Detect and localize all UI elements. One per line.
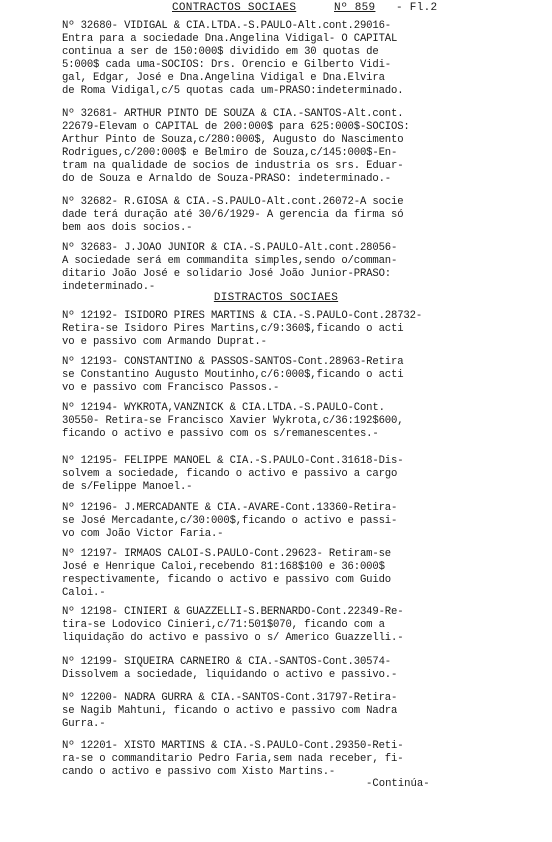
distracto-entry-12197 [62, 548, 450, 600]
distracto-entry-12198 [62, 606, 450, 645]
entry-line: Nº 32683- J.JOÃO JUNIOR & CIA.-S.PAULO-Alt.cont.28056- [62, 242, 398, 254]
entry-line: Nº 12196- J.MERCADANTE & CIA.-AVARÉ-Cont.13360-Retira- [62, 502, 398, 514]
entry-line: Dissolvem a sociedade, liquidando o activo e passivo.- [62, 669, 398, 681]
entry-line: Arthur Pinto de Souza,c/280:000$, Augusto do Nascimento [62, 134, 404, 146]
contract-entry-32682 [62, 196, 450, 235]
entry-line: Nº 12195- FELIPPE MANOEL & CIA.-S.PAULO-Cont.31618-Dis- [62, 455, 404, 467]
entry-line: Nº 12199- SIQUEIRA CARNEIRO & CIA.-SANTOS-Cont.30574- [62, 656, 391, 668]
entry-line: dade terá duração até 30/6/1929- A gerencia da firma só [62, 209, 404, 221]
entry-line: se Nagib Mahtuni, ficando o activo e passivo com Nadra [62, 705, 398, 717]
entry-line: Nº 12192- ISIDORO PIRES MARTINS & CIA.-S.PAULO-Cont.28732- [62, 310, 423, 322]
entry-line: José e Henrique Caloi,recebendo 81:168$100 e 36:000$ [62, 561, 385, 573]
distractos-section-title: DISTRACTOS SOCIAES [213, 292, 339, 304]
entry-line: se José Mercadante,c/30:000$,ficando o activo e passi- [62, 515, 398, 527]
entry-line: ra-se o commanditario Pedro Faria,sem nada receber, fi- [62, 753, 404, 765]
entry-line: indeterminado.- [62, 281, 156, 293]
contract-entry-32680 [62, 20, 450, 98]
entry-line: respectivamente, ficando o activo e passivo com Guido [62, 574, 391, 586]
distracto-entry-12201 [62, 740, 450, 779]
entry-line: tram na qualidade de socios de industria os srs. Eduar- [62, 160, 404, 172]
distracto-entry-12192 [62, 310, 450, 349]
entry-line: liquidação do activo e passivo o s/ Americo Guazzelli.- [62, 632, 404, 644]
entry-line: Nº 12197- IRMÃOS CALOI-S.PAULO-Cont.29623- Retiram-se [62, 548, 391, 560]
entry-line: Nº 12198- CINIERI & GUAZZELLI-S.BERNARDO-Cont.22349-Re- [62, 606, 404, 618]
distracto-entry-12196 [62, 502, 450, 541]
entry-line: gal, Edgar, José e Dna.Angelina Vidigal e Dna.Elvira [62, 72, 385, 84]
entry-line: A sociedade será em commandita simples,sendo o/comman- [62, 255, 398, 267]
distracto-entry-12195 [62, 455, 450, 494]
entry-line: Nº 12200- NADRA GURRA & CIA.-SANTOS-Cont.31797-Retira- [62, 692, 398, 704]
entry-line: continua a ser de 150:000$ dividido em 30 quotas de [62, 46, 379, 58]
entry-line: solvem a sociedade, ficando o activo e passivo a cargo [62, 468, 398, 480]
contract-entry-32681 [62, 108, 450, 186]
header-folio: - Fl.2 [396, 2, 438, 14]
entry-line: vo e passivo com Armando Duprat.- [62, 336, 267, 348]
header-title: CONTRACTOS SOCIAES [172, 2, 297, 14]
entry-line: Entra para a sociedade Dna.Angelina Vidigal- O CAPITAL [62, 33, 398, 45]
entry-line: Rodrigues,c/200:000$ e Belmiro de Souza,c/145:000$-En- [62, 147, 398, 159]
entry-line: do de Souza e Arnaldo de Souza-PRASO: indeterminado.- [62, 173, 391, 185]
entry-line: de Roma Vidigal,c/5 quotas cada um-PRASO:indeterminado. [62, 85, 404, 97]
entry-line: Nº 12201- XISTO MARTINS & CIA.-S.PAULO-Cont.29350-Reti- [62, 740, 404, 752]
entry-line: vo e passivo com Francisco Passos.- [62, 382, 280, 394]
entry-line: Nº 12194- WYKROTA,VANZNICK & CIA.LTDA.-S.PAULO-Cont. [62, 402, 385, 414]
entry-line: 5:000$ cada uma-SOCIOS: Drs. Orencio e Gilberto Vidi- [62, 59, 391, 71]
entry-line: tira-se Lodovico Cinieri,c/71:501$070, ficando com a [62, 619, 385, 631]
contract-entry-32683 [62, 242, 450, 294]
continua-note: -Continúa- [366, 778, 430, 790]
entry-line: 22679-Elevam o CAPITAL de 200:000$ para 625:000$-SOCIOS: [62, 121, 410, 133]
entry-line: vo com João Victor Faria.- [62, 528, 224, 540]
entry-line: Nº 32681- ARTHUR PINTO DE SOUZA & CIA.-SANTOS-Alt.cont. [62, 108, 404, 120]
entry-line: Retira-se Isidoro Pires Martins,c/9:360$,ficando o acti [62, 323, 404, 335]
entry-line: ficando o activo e passivo com os s/remanescentes.- [62, 428, 379, 440]
entry-line: Gurra.- [62, 718, 106, 730]
distracto-entry-12194 [62, 402, 450, 441]
distracto-entry-12200 [62, 692, 450, 731]
entry-line: 30550- Retira-se Francisco Xavier Wykrota,c/36:192$600, [62, 415, 404, 427]
header-number: Nº 859 [334, 2, 376, 14]
entry-line: ditario João José e solidario José João Junior-PRASO: [62, 268, 391, 280]
entry-line: Caloi.- [62, 587, 106, 599]
entry-line: bem aos dois socios.- [62, 222, 193, 234]
entry-line: de s/Felippe Manoel.- [62, 481, 193, 493]
entry-line: Nº 32680- VIDIGAL & CIA.LTDA.-S.PAULO-Alt.cont.29016- [62, 20, 391, 32]
distracto-entry-12193 [62, 356, 450, 395]
entry-line: Nº 32682- R.GIOSA & CIA.-S.PAULO-Alt.cont.26072-A socie [62, 196, 404, 208]
entry-line: cando o activo e passivo com Xisto Martins.- [62, 766, 336, 778]
entry-line: se Constantino Augusto Moutinho,c/6:000$,ficando o acti [62, 369, 404, 381]
distracto-entry-12199 [62, 656, 450, 682]
entry-line: Nº 12193- CONSTANTINO & PASSOS-SANTOS-Cont.28963-Retira [62, 356, 404, 368]
